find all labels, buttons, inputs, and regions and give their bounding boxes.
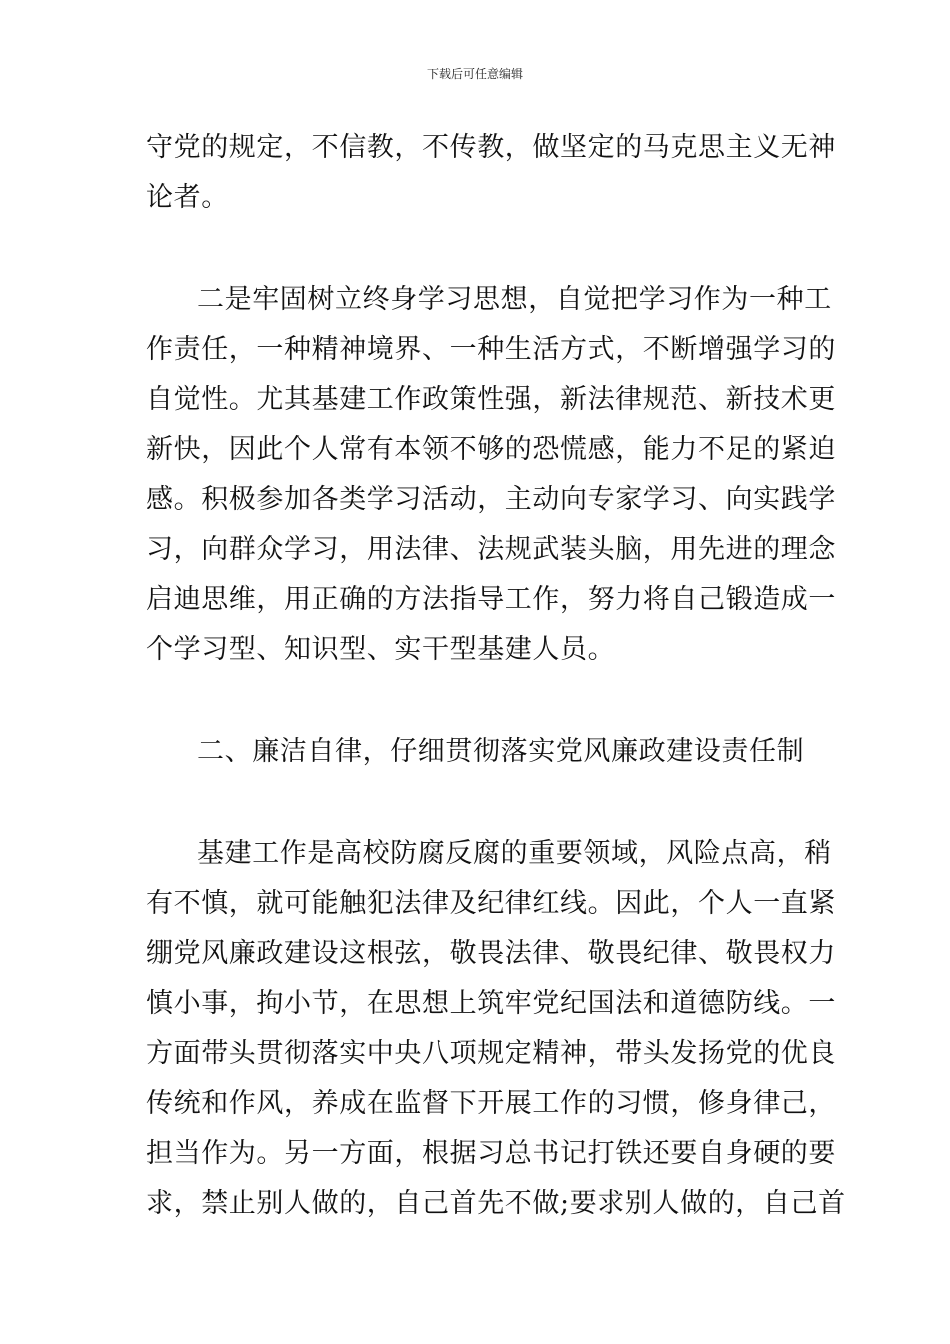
paragraph-4-line-7: 担当作为。另一方面，根据习总书记打铁还要自身硬的要 xyxy=(146,1138,836,1169)
paragraph-2-line-3: 自觉性。尤其基建工作政策性强，新法律规范、新技术更 xyxy=(146,384,836,415)
paragraph-1-line-2: 论者。 xyxy=(146,182,229,213)
paragraph-2-line-1: 二是牢固树立终身学习思想，自觉把学习作为一种工 xyxy=(197,284,832,315)
section-heading: 二、廉洁自律，仔细贯彻落实党风廉政建设责任制 xyxy=(197,736,805,767)
paragraph-2-line-4: 新快，因此个人常有本领不够的恐慌感，能力不足的紧迫 xyxy=(146,434,836,465)
paragraph-4-line-5: 方面带头贯彻落实中央八项规定精神，带头发扬党的优良 xyxy=(146,1038,836,1069)
paragraph-4-line-2: 有不慎，就可能触犯法律及纪律红线。因此，个人一直紧 xyxy=(146,888,836,919)
paragraph-4-line-8: 求，禁止别人做的，自己首先不做;要求别人做的，自己首 xyxy=(146,1188,846,1219)
paragraph-4-line-1: 基建工作是高校防腐反腐的重要领域，风险点高，稍 xyxy=(197,838,832,869)
paragraph-2-line-8: 个学习型、知识型、实干型基建人员。 xyxy=(146,634,616,665)
paragraph-2-line-6: 习，向群众学习，用法律、法规武装头脑，用先进的理念 xyxy=(146,534,836,565)
paragraph-4-line-6: 传统和作风，养成在监督下开展工作的习惯，修身律己， xyxy=(146,1088,836,1119)
paragraph-4-line-4: 慎小事，拘小节，在思想上筑牢党纪国法和道德防线。一 xyxy=(146,988,836,1019)
paragraph-2-line-5: 感。积极参加各类学习活动，主动向专家学习、向实践学 xyxy=(146,484,836,515)
page-header: 下载后可任意编辑 xyxy=(426,67,523,81)
paragraph-4-line-3: 绷党风廉政建设这根弦，敬畏法律、敬畏纪律、敬畏权力 xyxy=(146,938,836,969)
paragraph-2-line-7: 启迪思维，用正确的方法指导工作，努力将自己锻造成一 xyxy=(146,584,836,615)
paragraph-1-line-1: 守党的规定，不信教，不传教，做坚定的马克思主义无神 xyxy=(146,132,836,163)
paragraph-2-line-2: 作责任，一种精神境界、一种生活方式，不断增强学习的 xyxy=(146,334,836,365)
